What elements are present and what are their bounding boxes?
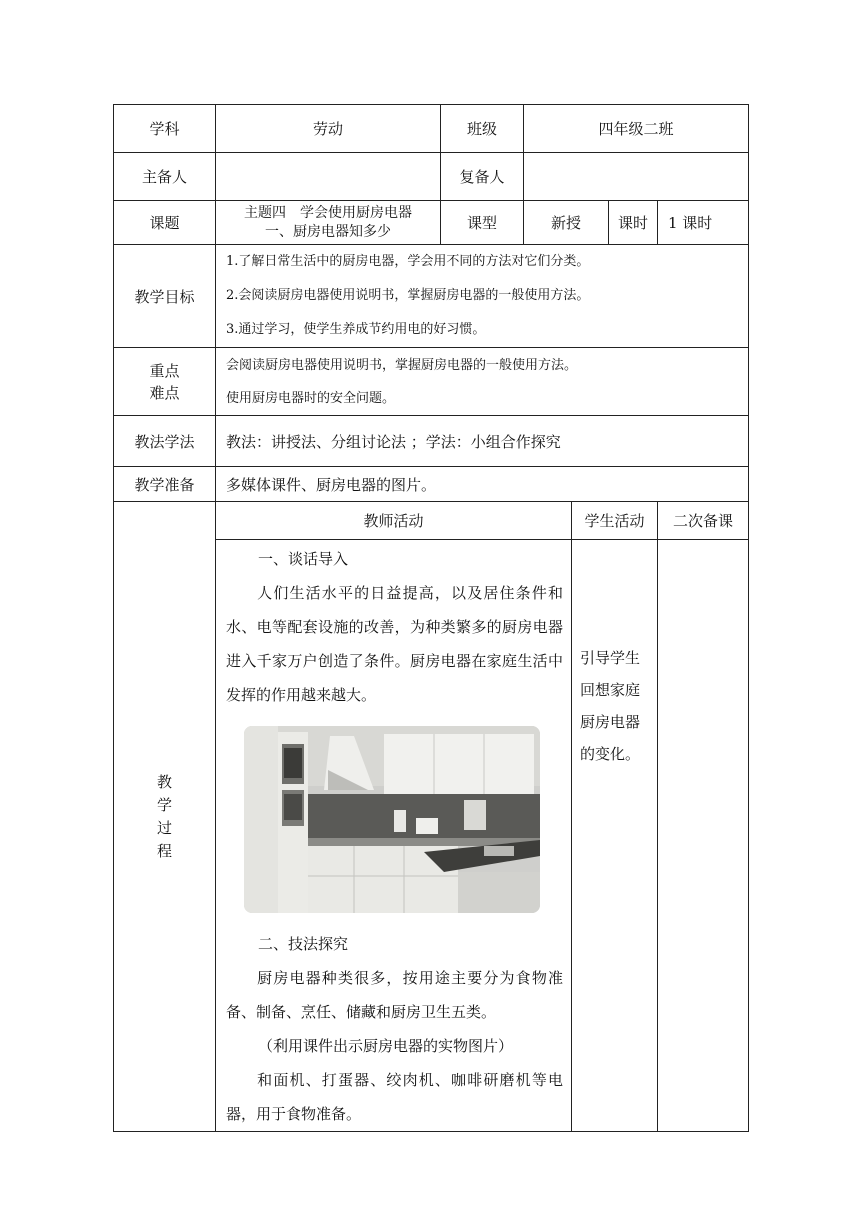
process-label-char: 教 bbox=[156, 772, 172, 791]
row-process-header bbox=[114, 502, 749, 540]
process-label-char: 程 bbox=[156, 841, 172, 860]
topic-value bbox=[216, 201, 441, 245]
student-activity-content bbox=[572, 540, 658, 1132]
key-points-label bbox=[114, 348, 216, 416]
row-methods bbox=[114, 416, 749, 467]
section-2-note: （利用课件出示厨房电器的实物图片） bbox=[258, 1037, 514, 1055]
lesson-plan bbox=[113, 104, 748, 1132]
main-preparer-value bbox=[216, 153, 441, 201]
preparation-label: 教学准备 bbox=[114, 467, 216, 502]
section-2-paragraph bbox=[216, 961, 571, 1029]
class-value: 四年级二班 bbox=[524, 105, 749, 153]
teacher-activity-header: 教师活动 bbox=[216, 502, 572, 540]
goals-label: 教学目标 bbox=[114, 245, 216, 348]
section-2-paragraph-2 bbox=[216, 1063, 571, 1131]
class-label: 班级 bbox=[441, 105, 524, 153]
kitchen-photo bbox=[244, 726, 540, 913]
section-1-text: 人们生活水平的日益提高，以及居住条件和水、电等配套设施的改善，为种类繁多的厨房电器进入千家万户创造了条件。厨房电器在家庭生活中发挥的作用越来越大。 bbox=[226, 584, 563, 704]
section-1-title: 一、谈话导入 bbox=[258, 550, 349, 568]
methods-label: 教法学法 bbox=[114, 416, 216, 467]
row-preparer bbox=[114, 153, 749, 201]
student-activity-header: 学生活动 bbox=[572, 502, 658, 540]
subject-label: 学科 bbox=[114, 105, 216, 153]
key-points-content bbox=[216, 348, 749, 416]
lesson-type-value: 新授 bbox=[524, 201, 609, 245]
section-1-paragraph bbox=[216, 576, 571, 712]
goal-item: 2.会阅读厨房电器使用说明书，掌握厨房电器的一般使用方法。 bbox=[226, 288, 590, 303]
topic-line-1: 主题四 学会使用厨房电器 bbox=[244, 204, 412, 221]
section-2-text: 厨房电器种类很多，按用途主要分为食物准备、制备、烹任、储藏和厨房卫生五类。 bbox=[226, 969, 563, 1021]
section-2-title: 二、技法探究 bbox=[258, 935, 349, 953]
teacher-activity-content bbox=[216, 540, 572, 1132]
row-key-points bbox=[114, 348, 749, 416]
key-point-item: 会阅读厨房电器使用说明书，掌握厨房电器的一般使用方法。 bbox=[226, 357, 578, 373]
kitchen-illustration bbox=[244, 726, 540, 913]
row-preparation bbox=[114, 467, 749, 502]
process-label-char: 学 bbox=[156, 795, 172, 814]
row-topic bbox=[114, 201, 749, 245]
row-goals bbox=[114, 245, 749, 348]
goals-content bbox=[216, 245, 749, 348]
preparation-value: 多媒体课件、厨房电器的图片。 bbox=[216, 467, 749, 502]
key-point-item: 使用厨房电器时的安全问题。 bbox=[226, 390, 396, 406]
process-label bbox=[114, 502, 216, 1132]
lesson-plan-table bbox=[113, 104, 749, 1132]
hours-value: 1 课时 bbox=[658, 201, 749, 245]
student-activity-text: 引导学生回想家庭厨房电器的变化。 bbox=[580, 649, 641, 763]
goal-item: 1.了解日常生活中的厨房电器，学会用不同的方法对它们分类。 bbox=[226, 254, 590, 269]
section-2-text-2: 和面机、打蛋器、绞肉机、咖啡研磨机等电器，用于食物准备。 bbox=[226, 1071, 563, 1123]
reviewer-label: 复备人 bbox=[441, 153, 524, 201]
topic-line-2: 一、厨房电器知多少 bbox=[265, 223, 391, 240]
main-preparer-label: 主备人 bbox=[114, 153, 216, 201]
subject-value: 劳动 bbox=[216, 105, 441, 153]
reviewer-value bbox=[524, 153, 749, 201]
goal-item: 3.通过学习，使学生养成节约用电的好习惯。 bbox=[226, 322, 486, 337]
lesson-type-label: 课型 bbox=[441, 201, 524, 245]
second-prep-content bbox=[658, 540, 749, 1132]
process-label-char: 过 bbox=[156, 818, 172, 837]
topic-label: 课题 bbox=[114, 201, 216, 245]
methods-value: 教法：讲授法、分组讨论法 ；学法：小组合作探究 bbox=[216, 416, 749, 467]
second-prep-header: 二次备课 bbox=[658, 502, 749, 540]
hours-label: 课时 bbox=[609, 201, 658, 245]
row-subject bbox=[114, 105, 749, 153]
key-points-label-line-1: 重点 bbox=[149, 361, 180, 380]
key-points-label-line-2: 难点 bbox=[149, 383, 180, 402]
